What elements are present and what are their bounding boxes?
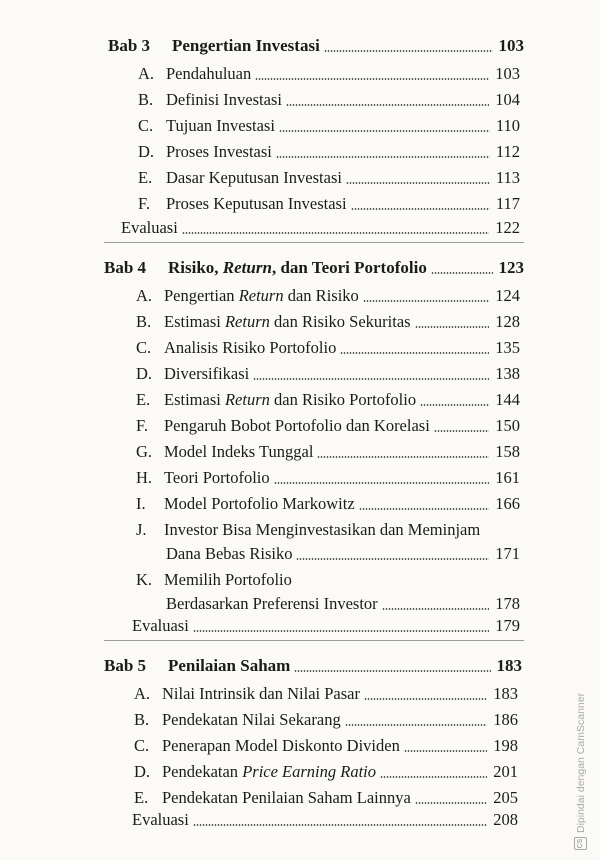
entry-label: A. (136, 286, 153, 305)
entry-title-line2: Dana Bebas Risiko (166, 544, 293, 563)
dot-leader (351, 208, 490, 210)
page-number: 110 (495, 116, 520, 135)
dot-leader (404, 750, 487, 752)
entry-label: E. (138, 168, 153, 187)
entry-label: C. (138, 116, 154, 135)
entry-label: F. (138, 194, 150, 213)
toc-entry (136, 308, 520, 332)
entry-label: B. (138, 90, 154, 109)
page-number: 103 (498, 36, 524, 55)
toc-entry (136, 516, 520, 540)
toc-entry (138, 112, 520, 136)
entry-title: Model Portofolio Markowitz (164, 494, 355, 513)
page-number: 144 (495, 390, 520, 409)
toc-entry (136, 360, 520, 384)
dot-leader (253, 378, 489, 380)
page-number: 104 (495, 90, 520, 109)
entry-title: Tujuan Investasi (166, 116, 275, 135)
dot-leader (286, 104, 489, 106)
entry-title: Dasar Keputusan Investasi (166, 168, 342, 187)
entry-label: D. (138, 142, 155, 161)
entry-title: Pendekatan Penilaian Saham Lainnya (162, 788, 411, 807)
page-number: 112 (495, 142, 520, 161)
chapter-heading (104, 652, 522, 676)
page-number: 171 (495, 544, 520, 563)
page-number: 124 (495, 286, 520, 305)
page-number: 183 (493, 684, 518, 703)
entry-label: F. (136, 416, 148, 435)
entry-title: Teori Portofolio (164, 468, 270, 487)
entry-title: Pendekatan Price Earning Ratio (162, 762, 377, 781)
entry-title: Analisis Risiko Portofolio (164, 338, 337, 357)
entry-title: Proses Keputusan Investasi (166, 194, 347, 213)
chapter-title: Penilaian Saham (168, 656, 291, 675)
entry-label: G. (136, 442, 153, 461)
dot-leader (317, 456, 489, 458)
page-number: 138 (495, 364, 520, 383)
toc-entry-continuation (166, 590, 520, 614)
entry-title: Diversifikasi (164, 364, 250, 383)
entry-title: Investor Bisa Menginvestasikan dan Meminjam (164, 520, 481, 539)
dot-leader (363, 300, 489, 302)
section-divider (104, 242, 524, 243)
camscanner-logo-icon: CS (574, 837, 587, 850)
entry-title: Pengertian Return dan Risiko (164, 286, 359, 305)
dot-leader (294, 670, 490, 672)
entry-label: K. (136, 570, 153, 589)
entry-label: D. (134, 762, 151, 781)
page-number: 161 (495, 468, 520, 487)
page-number: 179 (495, 616, 520, 635)
entry-label: H. (136, 468, 153, 487)
toc-entry (138, 60, 520, 84)
toc-entry (136, 282, 520, 306)
dot-leader (380, 776, 487, 778)
dot-leader (382, 608, 490, 610)
dot-leader (279, 130, 490, 132)
section-divider (104, 640, 524, 641)
entry-title: Model Indeks Tunggal (164, 442, 314, 461)
entry-label: E. (136, 390, 151, 409)
entry-label: B. (136, 312, 152, 331)
page-number: 128 (495, 312, 520, 331)
entry-title: Definisi Investasi (166, 90, 282, 109)
toc-evaluasi (132, 612, 520, 636)
entry-title: Evaluasi (132, 616, 189, 635)
toc-entry (136, 490, 520, 514)
page-number: 186 (493, 710, 518, 729)
page-number: 113 (495, 168, 520, 187)
entry-title: Memilih Portofolio (164, 570, 292, 589)
page-number: 117 (495, 194, 520, 213)
dot-leader (346, 182, 490, 184)
page-number: 123 (498, 258, 524, 277)
scanner-watermark (574, 693, 587, 850)
entry-title: Proses Investasi (166, 142, 272, 161)
page-number: 201 (493, 762, 518, 781)
page-number: 103 (495, 64, 520, 83)
dot-leader (434, 430, 489, 432)
toc-entry (134, 706, 518, 730)
entry-title: Estimasi Return dan Risiko Sekuritas (164, 312, 411, 331)
entry-label: I. (136, 494, 146, 513)
dot-leader (182, 232, 489, 234)
entry-label: A. (134, 684, 151, 703)
dot-leader (255, 78, 489, 80)
page-number: 122 (495, 218, 520, 237)
entry-title: Pendahuluan (166, 64, 252, 83)
toc-entry (136, 464, 520, 488)
page-number: 198 (493, 736, 518, 755)
toc-entry (138, 164, 520, 188)
dot-leader (276, 156, 490, 158)
page-number: 150 (495, 416, 520, 435)
toc-entry (136, 412, 520, 436)
page-number: 158 (495, 442, 520, 461)
toc-entry (134, 784, 518, 808)
page-number: 166 (495, 494, 520, 513)
dot-leader (193, 630, 489, 632)
dot-leader (296, 558, 489, 560)
toc-entry (134, 758, 518, 782)
toc-entry (134, 732, 518, 756)
page-number: 183 (496, 656, 522, 675)
chapter-label: Bab 4 (104, 258, 147, 277)
entry-label: C. (134, 736, 150, 755)
entry-title: Evaluasi (132, 810, 189, 829)
toc-entry (136, 566, 520, 590)
page-number: 208 (493, 810, 518, 829)
entry-label: D. (136, 364, 153, 383)
toc-entry (138, 190, 520, 214)
entry-title: Pengaruh Bobot Portofolio dan Korelasi (164, 416, 430, 435)
dot-leader (431, 272, 493, 274)
entry-title: Penerapan Model Diskonto Dividen (162, 736, 400, 755)
toc-entry (134, 680, 518, 704)
chapter-label: Bab 5 (104, 656, 147, 675)
dot-leader (193, 824, 487, 826)
toc-entry (136, 386, 520, 410)
chapter-title: Risiko, Return, dan Teori Portofolio (168, 258, 427, 277)
dot-leader (359, 508, 490, 510)
chapter-heading (108, 32, 524, 56)
toc-entry (138, 138, 520, 162)
watermark-text: Dipindai dengan CamScanner (574, 692, 587, 833)
entry-title: Pendekatan Nilai Sekarang (162, 710, 341, 729)
page-number: 178 (495, 594, 520, 613)
chapter-title: Pengertian Investasi (172, 36, 320, 55)
entry-title: Evaluasi (121, 218, 178, 237)
entry-label: A. (138, 64, 155, 83)
dot-leader (415, 326, 490, 328)
dot-leader (340, 352, 489, 354)
dot-leader (415, 802, 487, 804)
dot-leader (364, 698, 487, 700)
entry-label: E. (134, 788, 149, 807)
toc-entry (138, 86, 520, 110)
toc-evaluasi (121, 214, 520, 238)
entry-label: B. (134, 710, 150, 729)
chapter-heading (104, 254, 524, 278)
entry-title-line2: Berdasarkan Preferensi Investor (166, 594, 378, 613)
toc-entry (136, 334, 520, 358)
toc-entry-continuation (166, 540, 520, 564)
entry-title: Estimasi Return dan Risiko Portofolio (164, 390, 417, 409)
dot-leader (345, 724, 488, 726)
page-number: 135 (495, 338, 520, 357)
dot-leader (324, 50, 493, 52)
dot-leader (420, 404, 489, 406)
chapter-label: Bab 3 (108, 36, 151, 55)
entry-title: Nilai Intrinsik dan Nilai Pasar (162, 684, 360, 703)
entry-label: C. (136, 338, 152, 357)
page-number: 205 (493, 788, 518, 807)
entry-label: J. (136, 520, 147, 539)
dot-leader (274, 482, 490, 484)
toc-evaluasi (132, 806, 518, 830)
toc-entry (136, 438, 520, 462)
